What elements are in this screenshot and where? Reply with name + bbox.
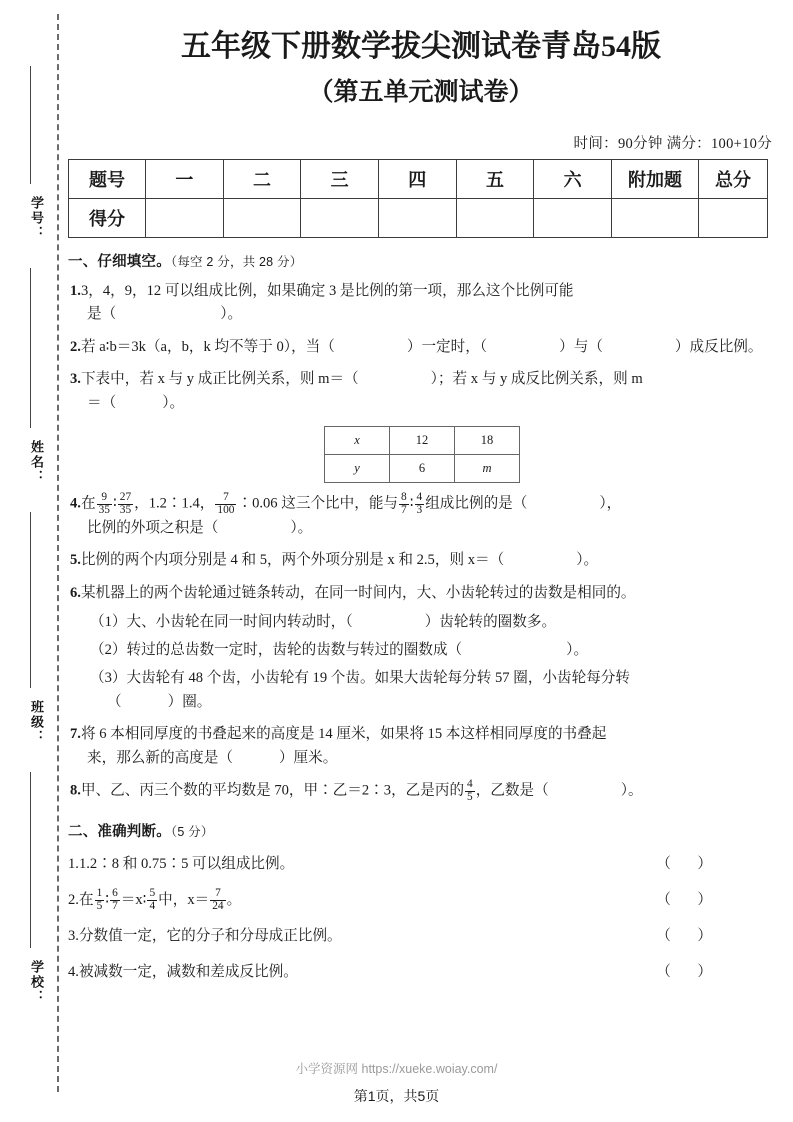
margin-label-class: 班级： [29,700,44,745]
judge-4-answer-box[interactable]: （ ） [656,964,718,981]
question-6-sub2-pre: （2）转过的总齿数一定时，齿轮的齿数与转过的圈数成（ [90,641,463,658]
question-7-line2-pre: 来，那么新的高度是（ [87,749,233,766]
score-table-row-label-score: 得分 [69,198,146,237]
fraction-denominator: 7 [112,900,118,913]
fraction-denominator: 24 [212,900,224,913]
question-8-number: 8. [70,782,81,799]
judge-1-text [68,852,294,877]
judge-4-text [68,960,298,985]
fraction-denominator: 35 [98,503,110,516]
score-table-col-6: 六 [534,159,612,198]
table-row [69,159,768,198]
judge-2-text-c: ＝x∶ [120,891,147,908]
judge-4-number: 4. [68,964,79,981]
fraction-4-5 [465,779,475,804]
fraction-7-24 [210,888,225,913]
question-4-text-a: 在 [80,495,96,512]
question-4-text-c: ∶0.06 这三个比中，能与 [237,495,399,512]
judge-3-answer-box[interactable]: （ ） [656,928,718,945]
judge-2-text [68,888,241,913]
question-7 [68,723,774,770]
table-row [69,198,768,237]
score-table-header-label: 题号 [69,159,146,198]
xy-row-x-label: x [325,426,390,454]
question-6-sub-2 [70,639,774,662]
score-cell-3[interactable] [301,198,379,237]
score-table-col-5: 五 [456,159,534,198]
question-8-post: ）。 [620,782,643,799]
question-6-sub-1 [70,611,774,634]
judge-1-answer-box[interactable]: （ ） [656,856,718,873]
question-1 [68,280,774,327]
score-cell-extra[interactable] [612,198,699,237]
xy-y-value-1: 6 [390,454,455,482]
section-two-title: 二、准确判断。 [68,824,171,841]
margin-label-name: 姓名： [29,440,44,485]
title-block [68,0,774,153]
question-3-number: 3. [70,371,81,388]
fraction-numerator: 7 [223,490,229,503]
score-table-col-3: 三 [301,159,379,198]
fraction-denominator: 35 [119,503,132,516]
margin-label-school: 学校： [29,960,44,1005]
page-title: 五年级下册数学拔尖测试卷青岛54版 [181,30,661,63]
score-table-col-1: 一 [146,159,224,198]
question-6-number: 6. [70,584,81,601]
question-7-line1: 将 6 本相同厚度的书叠起来的高度是 14 厘米，如果将 15 本这样相同厚度的书叠起 [80,725,607,742]
question-3-table-wrap [70,426,774,483]
judge-question-4 [68,960,774,985]
question-7-line2-post: ）厘米。 [278,749,338,766]
question-6-sub3-line1: （3）大齿轮有 48 个齿，小齿轮有 19 个齿。如果大齿轮每分转 57 圈，小齿轮每分转 [90,670,630,687]
question-3-line1b: ）；若 x 与 y 成反比例关系，则 m [430,371,643,388]
fraction-numerator: 4 [467,778,473,791]
section-one-title: 一、仔细填空。 [68,253,171,270]
margin-label-student-id: 学号： [29,196,44,241]
judge-question-1 [68,852,774,877]
question-4-number: 4. [70,495,81,512]
question-4-line2b: ）。 [290,519,313,536]
page-subtitle: （第五单元测试卷） [308,78,534,106]
fraction-denominator: 4 [149,900,156,913]
question-6-sub2-post: ）。 [566,641,589,658]
question-5-post: ）。 [576,552,599,569]
xy-y-value-2: m [455,454,520,482]
margin-rail [0,0,60,1122]
question-3-line2a: ＝（ [87,395,117,412]
question-2-mid2: ）与（ [559,338,603,355]
fraction-denominator: 7 [401,503,407,516]
question-4-line2a: 比例的外项之积是（ [87,519,219,536]
judge-3-body: 分数值一定，它的分子和分母成正比例。 [78,928,342,945]
question-1-line2 [70,303,774,327]
page-indicator: 第1页，共5页 [353,1088,440,1104]
section-heading-fill-in [68,250,774,271]
fraction-27-35 [118,492,133,517]
exam-sheet [68,0,774,1122]
question-1-number: 1. [70,282,81,299]
question-6-sub3-line2 [90,691,774,714]
margin-rule-line [30,772,31,948]
question-4: 4.在 $\frac{9}{35}$ ∶ $\frac{27}{35}$ ，1.2∶1.4， $\frac{7}{100}$ ∶0.06 这三个比中，能与 $\frac{8}{7}$ ∶ $\frac{4}{3}$ 组成比例的是（ ）， 比例的外项之积是（ ）。 [68,492,774,541]
fraction-5-4 [147,888,157,913]
question-6-sub1-post: ）齿轮转的圈数多。 [424,613,557,630]
score-table-col-extra: 附加题 [612,159,699,198]
question-5-number: 5. [70,552,81,569]
judge-1-number: 1. [68,856,79,873]
score-cell-2[interactable] [223,198,301,237]
judge-2-text-b: ∶ [105,891,110,908]
question-6-sub-3 [70,667,774,714]
question-1-line1: 3，4，9，12 可以组成比例，如果确定 3 是比例的第一项，那么这个比例可能 [80,282,574,299]
question-8 [68,779,774,804]
judge-2-text-e: 。 [226,891,242,908]
judge-question-2 [68,888,774,913]
fraction-numerator: 7 [215,887,221,900]
section-one-points: （每空 2 分，共 28 分） [170,254,303,269]
score-table-col-4: 四 [378,159,456,198]
question-1-line2-post: ）。 [220,306,243,323]
fraction-numerator: 27 [119,490,132,503]
fraction-6-7 [110,888,120,913]
fraction-numerator: 5 [149,887,156,900]
score-cell-total[interactable] [699,198,768,237]
fraction-1-5 [95,888,105,913]
judge-2-number: 2. [68,891,79,908]
question-4-line2 [70,517,774,541]
question-4-text-b: ，1.2∶1.4， [134,495,215,512]
question-2 [68,336,774,360]
question-5-pre: 比例的两个内项分别是 4 和 5，两个外项分别是 x 和 2.5，则 x＝（ [80,552,505,569]
margin-rule-line [30,512,31,688]
fraction-numerator: 6 [112,887,118,900]
section-two-points: （5 分） [170,825,214,840]
exam-meta: 时间：90分钟 满分：100+10分 [573,135,772,152]
question-6-sub1-pre: （1）大、小齿轮在同一时间内转动时，（ [90,613,353,630]
question-6-stem: 某机器上的两个齿轮通过链条转动，在同一时间内，大、小齿轮转过的齿数是相同的。 [80,584,636,601]
question-1-line2-pre: 是（ [87,306,117,323]
question-7-number: 7. [70,725,81,742]
xy-x-value-1: 12 [390,426,455,454]
xy-value-table [324,426,520,483]
score-table [68,159,768,238]
page-footer [0,1059,793,1106]
judge-3-text [68,924,342,949]
question-6-sub3-pre: （ [107,693,122,710]
question-3 [68,368,774,482]
question-6-sub3-post: ）圈。 [167,693,212,710]
question-3-line1a: 下表中，若 x 与 y 成正比例关系，则 m＝（ [80,371,359,388]
question-3-line2b: ）。 [162,395,185,412]
question-4-text-e: ）， [599,495,622,512]
judge-3-number: 3. [68,928,79,945]
question-8-mid: ，乙数是（ [475,782,549,799]
fraction-7-100 [215,492,236,517]
fraction-denominator: 100 [217,503,235,516]
fraction-denominator: 5 [96,900,103,913]
margin-rule-line [30,66,31,184]
fraction-9-35 [97,492,112,517]
fold-dashed-line [57,14,59,1092]
question-2-post: ）成反比例。 [674,338,763,355]
judge-2-answer-box[interactable]: （ ） [656,891,718,908]
judge-2-text-a: 在 [78,891,94,908]
score-table-col-2: 二 [223,159,301,198]
question-3-line2 [70,392,774,416]
score-cell-4[interactable] [378,198,456,237]
question-5 [68,549,774,573]
table-row [325,426,520,454]
xy-x-value-2: 18 [455,426,520,454]
question-8-pre: 甲、乙、丙三个数的平均数是 70，甲∶乙＝2∶3，乙是丙的 [80,782,465,799]
fraction-denominator: 5 [467,791,473,804]
fraction-numerator: 4 [416,490,423,503]
site-watermark: 小学资源网 https://xueke.woiay.com/ [295,1062,498,1076]
fraction-denominator: 3 [416,503,423,516]
judge-1-body: 1.2∶8 和 0.75∶5 可以组成比例。 [78,856,295,873]
fraction-numerator: 8 [401,490,407,503]
question-7-line2 [70,747,774,771]
table-row [325,454,520,482]
question-2-number: 2. [70,338,81,355]
score-cell-5[interactable] [456,198,534,237]
xy-row-y-label: y [325,454,390,482]
section-heading-judgement [68,820,774,841]
score-cell-6[interactable] [534,198,612,237]
score-cell-1[interactable] [146,198,224,237]
margin-rule-line [30,268,31,428]
fraction-numerator: 9 [101,490,108,503]
question-2-mid1: ）一定时，（ [406,338,488,355]
judge-2-text-d: 中，x＝ [158,891,210,908]
question-6 [68,582,774,714]
fraction-8-7 [399,492,409,517]
judge-question-3 [68,924,774,949]
judge-4-body: 被减数一定，减数和差成反比例。 [78,964,298,981]
score-table-col-total: 总分 [699,159,768,198]
question-4-text-d: 组成比例的是（ [425,495,528,512]
fraction-numerator: 1 [96,887,103,900]
fraction-4-3 [415,492,425,517]
question-2-pre: 若 a∶b＝3k（a，b，k 均不等于 0），当（ [80,338,335,355]
